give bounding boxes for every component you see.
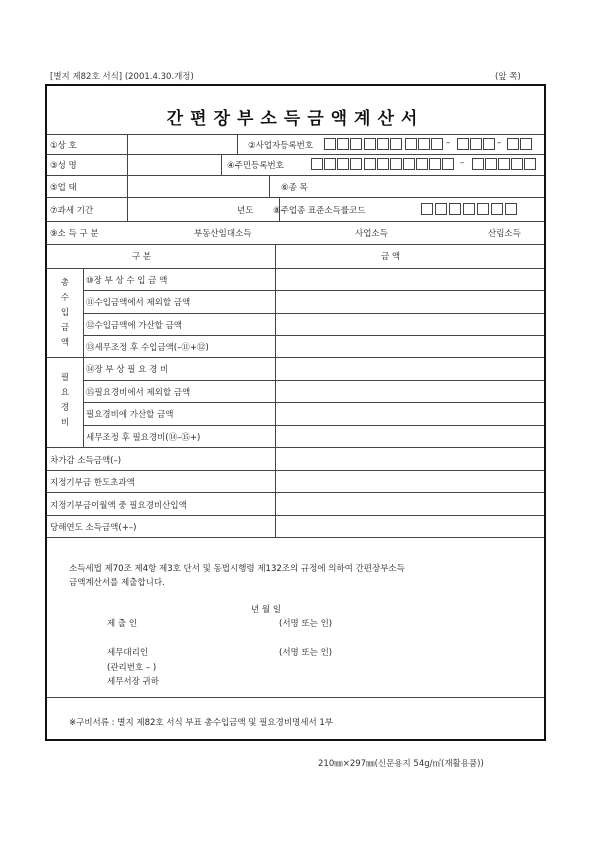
statement-line-1: 소득세법 제70조 제4항 제3호 단서 및 동법시행령 제132조의 규정에 의하여 간편장부소득 xyxy=(69,564,405,574)
required-documents: ※구비서류 : 별지 제82호 서식 부표 총수입금액 및 필요경비명세서 1부 xyxy=(69,718,334,728)
group-total-revenue: 총 수 입 금 액 xyxy=(60,278,70,348)
label-industry-code: ⑧주업종 표준소득률코드 xyxy=(273,206,366,216)
col-header-amount: 금 액 xyxy=(381,252,401,262)
row-current-income: 당해연도 소득금액(+–) xyxy=(50,523,137,533)
row-revenue-exclusion: ⑪수입금액에서 제외할 금액 xyxy=(86,298,191,308)
row-expense-exclusion: ⑮필요경비에서 제외할 금액 xyxy=(86,388,191,398)
form-title: 간편장부소득금액계산서 xyxy=(166,109,425,129)
row-donation-excess: 지정기부금 한도초과액 xyxy=(50,478,135,488)
submitter-label: 제 출 인 xyxy=(107,619,138,629)
label-business-type: ⑤업 태 xyxy=(50,183,77,193)
statement-line-2: 금액계산서를 제출합니다. xyxy=(69,578,165,588)
label-year-unit: 년도 xyxy=(237,206,254,216)
tax-agent-label: 세무대리인 xyxy=(107,648,149,658)
label-resident-reg-no: ④주민등록번호 xyxy=(227,161,284,171)
row-revenue-addition: ⑫수입금액에 가산할 금액 xyxy=(86,321,183,331)
label-tax-period: ⑦과세 기간 xyxy=(50,206,94,216)
income-type-business[interactable]: 사업소득 xyxy=(355,229,388,239)
label-business-name: ①상 호 xyxy=(50,141,77,151)
row-net-income: 차가감 소득금액(–) xyxy=(50,456,122,466)
row-book-revenue: ⑩장 부 상 수 입 금 액 xyxy=(86,276,168,286)
submission-date: 년 월 일 xyxy=(251,605,282,615)
group-expenses: 필 요 경 비 xyxy=(60,373,70,428)
row-expense-addition: 필요경비에 가산할 금액 xyxy=(86,410,174,420)
label-business-item: ⑥종 목 xyxy=(281,183,308,193)
label-name: ③성 명 xyxy=(50,161,77,171)
tax-agent-signature: (서명 또는 인) xyxy=(279,648,333,658)
income-type-rental[interactable]: 부동산임대소득 xyxy=(194,229,252,239)
form-number: [별지 제82호 서식] (2001.4.30.개정) xyxy=(50,72,194,82)
row-adjusted-expenses: 세무조정 후 필요경비(⑭–⑮+) xyxy=(86,433,201,443)
label-income-type: ⑨소 득 구 분 xyxy=(50,229,99,239)
biz-dash-1: – xyxy=(446,138,451,148)
management-number: (관리번호 – ) xyxy=(107,663,157,673)
page-side: (앞 쪽) xyxy=(495,72,521,82)
row-book-expenses: ⑭장 부 상 필 요 경 비 xyxy=(86,365,169,375)
row-donation-carryover: 지정기부금이월액 중 필요경비산입액 xyxy=(50,501,187,511)
paper-spec: 210㎜×297㎜(신문용지 54g/㎡(재활용품)) xyxy=(318,759,484,769)
income-type-forestry[interactable]: 산림소득 xyxy=(488,229,521,239)
row-adjusted-revenue: ⑬세무조정 후 수입금액(–⑪+⑫) xyxy=(86,343,209,353)
addressee: 세무서장 귀하 xyxy=(107,677,159,687)
label-business-reg-no: ②사업자등록번호 xyxy=(248,141,314,151)
col-header-category: 구 분 xyxy=(132,252,152,262)
biz-dash-2: – xyxy=(497,138,502,148)
form-frame xyxy=(45,84,546,741)
submitter-signature: (서명 또는 인) xyxy=(279,619,333,629)
rrn-dash: – xyxy=(460,158,465,168)
